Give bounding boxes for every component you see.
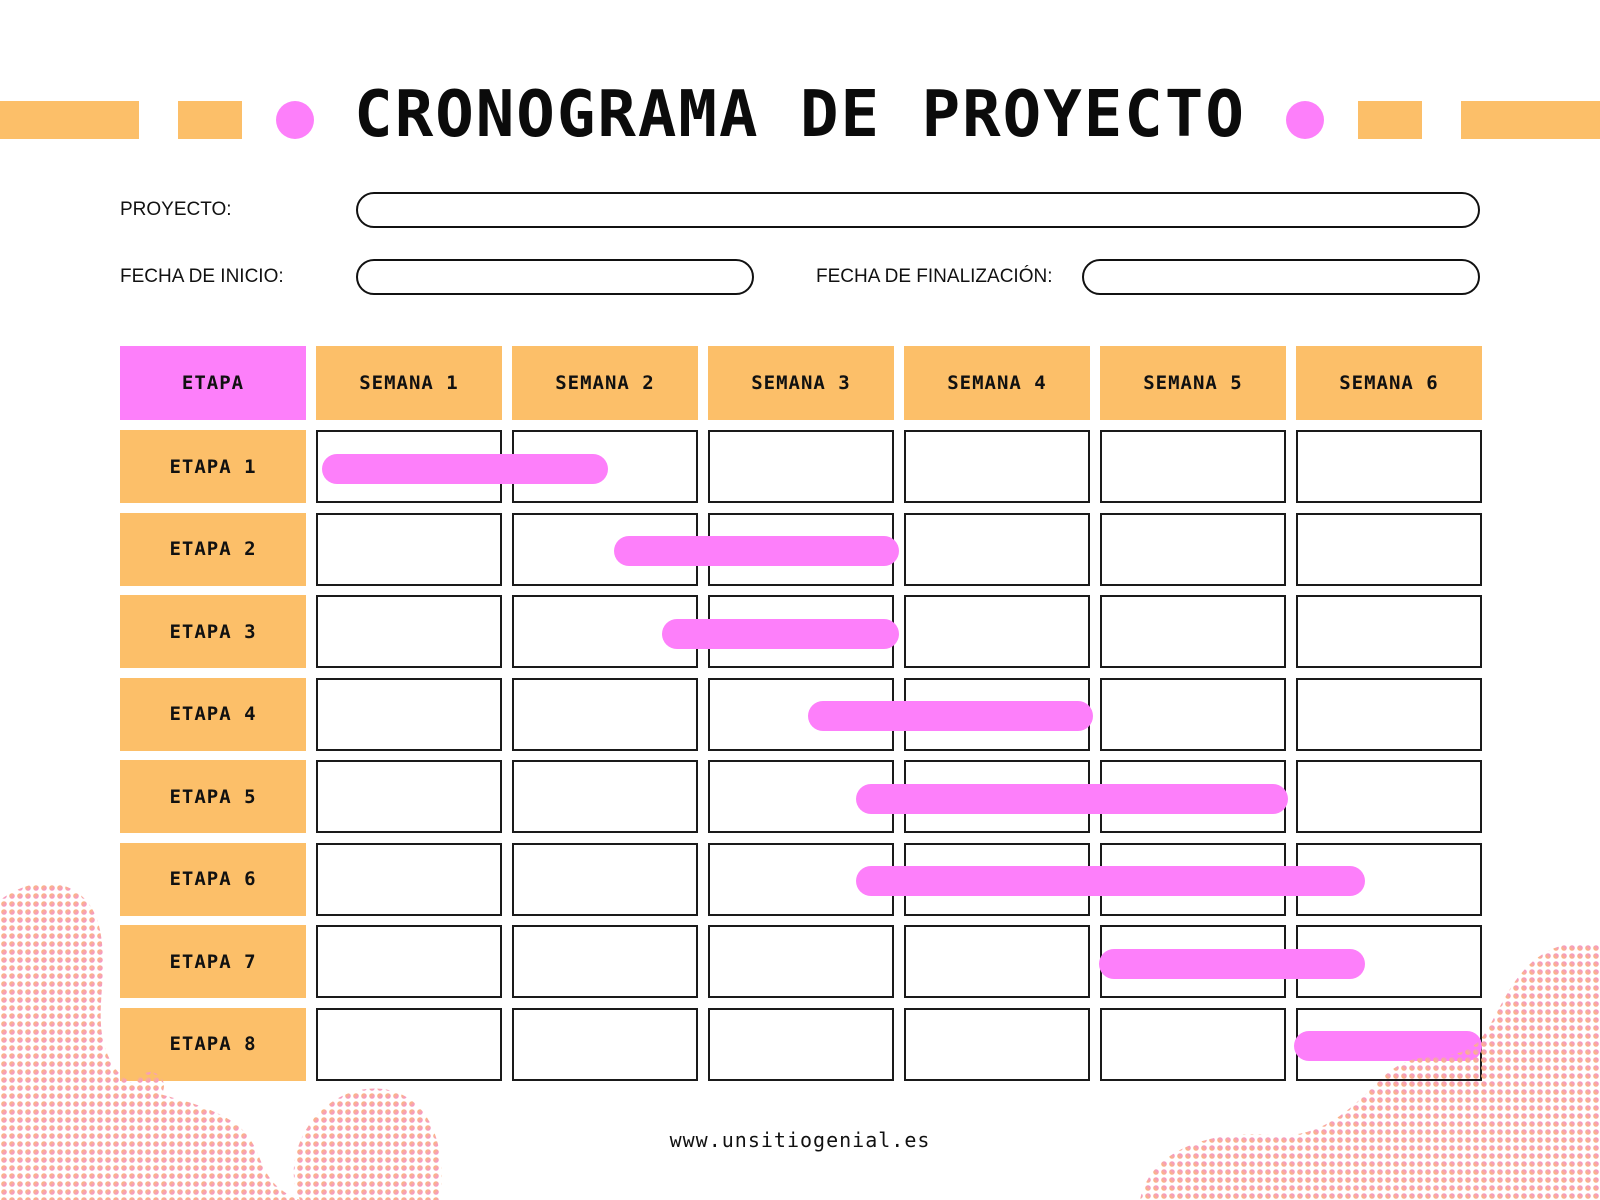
schedule-cell[interactable] [1296,430,1482,503]
gantt-bar-stage-6[interactable] [856,866,1365,896]
page-title: CRONOGRAMA DE PROYECTO [354,78,1246,152]
schedule-cell[interactable] [316,513,502,586]
week-header-1: SEMANA 1 [316,346,502,420]
schedule-cell[interactable] [512,1008,698,1081]
stage-label-8: ETAPA 8 [120,1008,306,1081]
schedule-cell[interactable] [708,430,894,503]
schedule-cell[interactable] [316,595,502,668]
schedule-cell[interactable] [512,843,698,916]
schedule-cell[interactable] [512,925,698,998]
stage-column-header: ETAPA [120,346,306,420]
gantt-bar-stage-2[interactable] [614,536,900,566]
stage-label-5: ETAPA 5 [120,760,306,833]
schedule-cell[interactable] [316,678,502,751]
schedule-cell[interactable] [1100,595,1286,668]
gantt-bar-stage-4[interactable] [808,701,1094,731]
schedule-cell[interactable] [512,678,698,751]
schedule-cell[interactable] [1100,430,1286,503]
website-url: www.unsitiogenial.es [669,1128,931,1152]
schedule-cell[interactable] [512,760,698,833]
stage-label-6: ETAPA 6 [120,843,306,916]
week-header-5: SEMANA 5 [1100,346,1286,420]
schedule-cell[interactable] [904,513,1090,586]
gantt-bar-stage-5[interactable] [856,784,1287,814]
schedule-cell[interactable] [904,1008,1090,1081]
schedule-cell[interactable] [316,760,502,833]
gantt-bar-stage-1[interactable] [322,454,608,484]
week-header-2: SEMANA 2 [512,346,698,420]
schedule-cell[interactable] [1296,513,1482,586]
halftone-blob-right [1120,920,1600,1200]
week-header-4: SEMANA 4 [904,346,1090,420]
schedule-cell[interactable] [904,925,1090,998]
week-header-6: SEMANA 6 [1296,346,1482,420]
week-header-3: SEMANA 3 [708,346,894,420]
start-date-label: FECHA DE INICIO: [120,266,284,287]
schedule-cell[interactable] [904,430,1090,503]
schedule-cell[interactable] [708,925,894,998]
end-date-label: FECHA DE FINALIZACIÓN: [816,266,1053,287]
schedule-cell[interactable] [1296,760,1482,833]
stage-label-3: ETAPA 3 [120,595,306,668]
schedule-cell[interactable] [1100,513,1286,586]
schedule-cell[interactable] [1296,678,1482,751]
schedule-cell[interactable] [1100,678,1286,751]
schedule-cell[interactable] [1296,595,1482,668]
stage-label-1: ETAPA 1 [120,430,306,503]
schedule-cell[interactable] [708,1008,894,1081]
schedule-cell[interactable] [904,595,1090,668]
halftone-blob-left [0,860,460,1200]
project-label: PROYECTO: [120,199,232,220]
stage-label-2: ETAPA 2 [120,513,306,586]
start-date-input[interactable] [356,259,754,295]
gantt-bar-stage-3[interactable] [662,619,899,649]
end-date-input[interactable] [1082,259,1480,295]
project-input[interactable] [356,192,1480,228]
stage-label-7: ETAPA 7 [120,925,306,998]
stage-label-4: ETAPA 4 [120,678,306,751]
